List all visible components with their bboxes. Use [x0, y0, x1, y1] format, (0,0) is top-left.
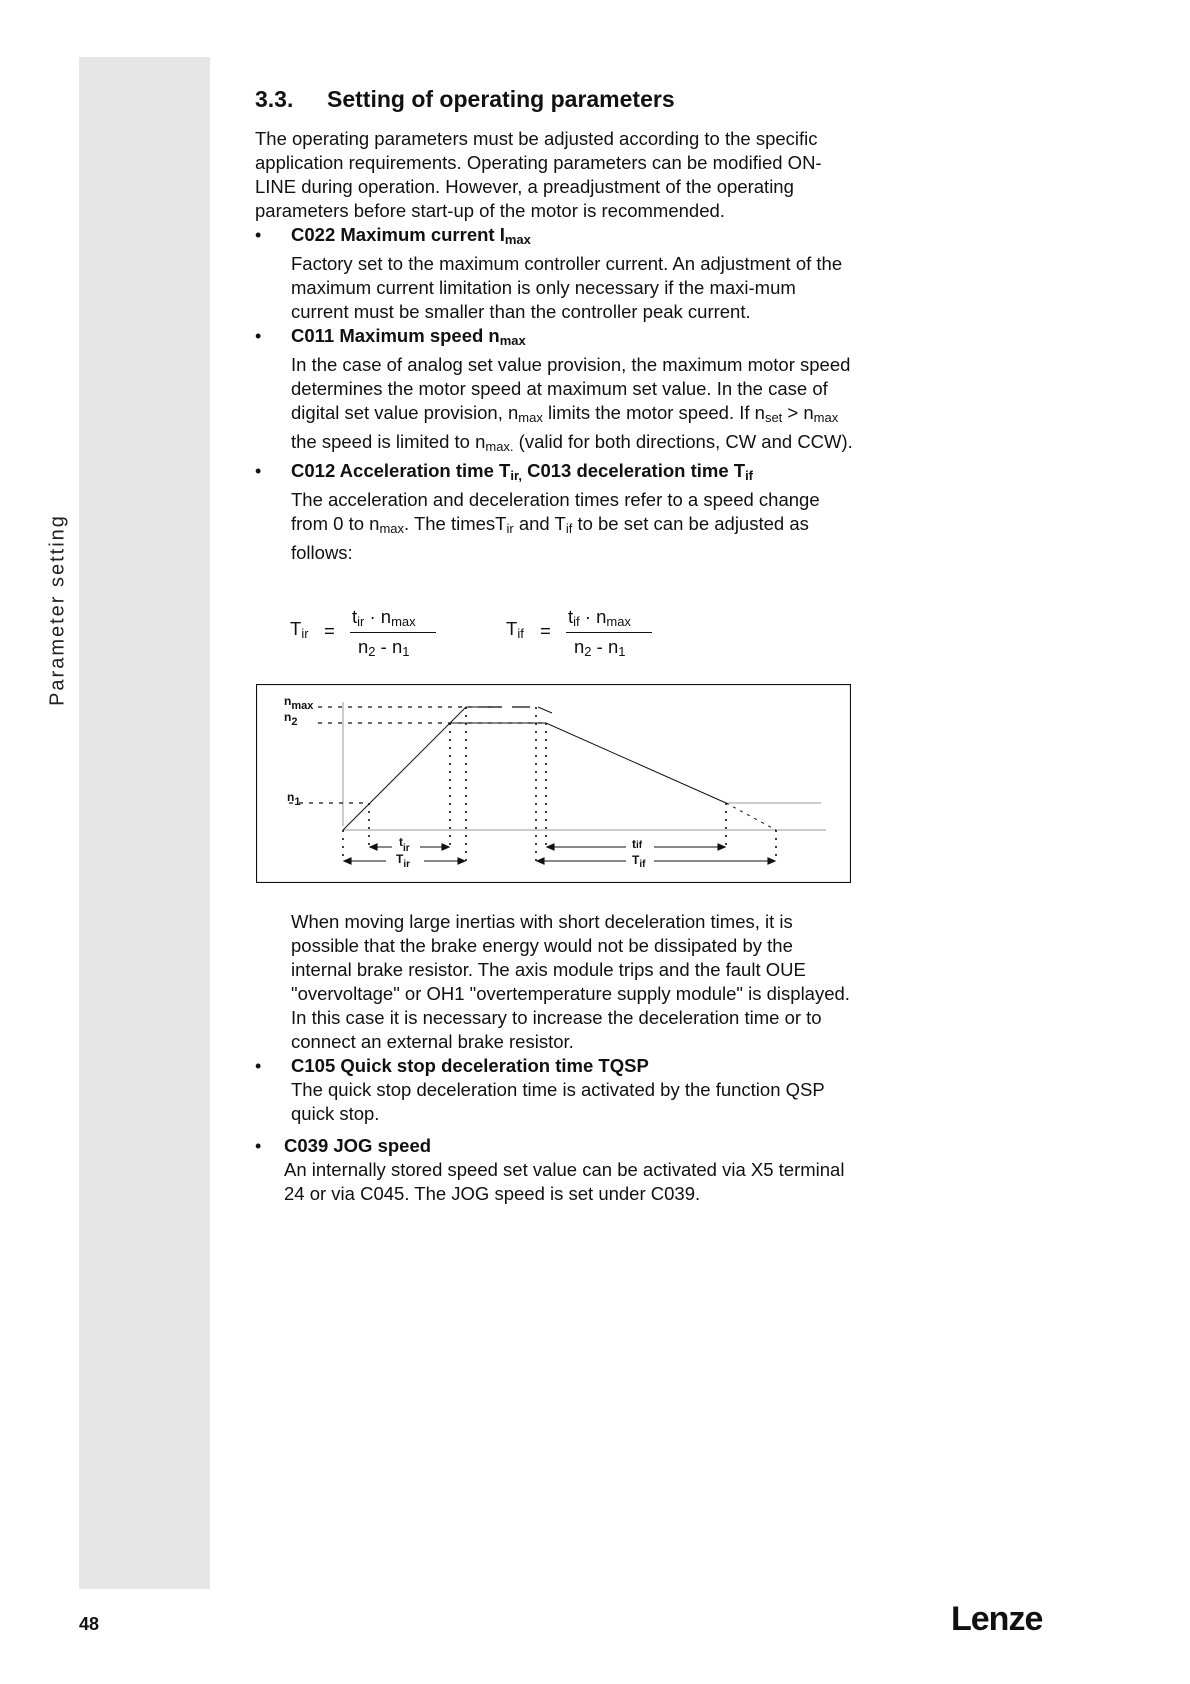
formula-lhs-tir: $T_{ir}$: [290, 618, 309, 641]
section-heading: [255, 86, 855, 113]
bullet-c012: [255, 459, 855, 565]
c011-text: In the case of analog set value provision, the maximum motor speed determines the motor speed at maximum set value. In the case of digital set value provision, $n_{max}$ limits the motor speed. If $n_{set} > n_{max}$ the speed is limited to $n_{max.}$ (valid for both directions, CW and CCW).: [291, 354, 853, 454]
diagram-frame: [257, 685, 851, 883]
time-formulas: [288, 606, 688, 670]
c011-title: C011 Maximum speed $n_{max}$: [291, 325, 526, 348]
bullet-dot: •: [255, 225, 262, 245]
label-n2: n2: [284, 710, 298, 728]
formula-num-tir: $t_{ir} \cdot n_{max}$: [352, 606, 416, 629]
c012-title: C012 Acceleration time $T_{ir,}$ C013 deceleration time $T_{if}$: [291, 460, 754, 483]
label-n1: n1: [287, 790, 301, 808]
label-Tir: $T_{ir}$: [396, 852, 411, 870]
fraction-line: [566, 632, 652, 633]
c039-text: An internally stored speed set value can be activated via X5 terminal 24 or via C045. The JOG speed is set under C039.: [284, 1159, 845, 1204]
c022-text: Factory set to the maximum controller current. An adjustment of the maximum current limitation is only necessary if the maxi-mum current must be smaller than the controller peak current.: [291, 253, 843, 322]
intro-paragraph: The operating parameters must be adjusted according to the specific application requirements. Operating parameters can be modified ON-LINE during operation. However, a preadjustment of the operating parameters before start-up of the motor is recommended.: [255, 128, 822, 221]
c105-text: The quick stop deceleration time is activated by the function QSP quick stop.: [291, 1079, 825, 1124]
brake-note: When moving large inertias with short deceleration times, it is possible that the brake energy would not be dissipated by the internal brake resistor. The axis module trips and the fault OUE "overvoltage" or OH1 "overtemperature supply module" is displayed. In this case it is necessary to increase the deceleration time or to connect an external brake resistor.: [291, 911, 850, 1052]
c105-title: C105 Quick stop deceleration time TQSP: [291, 1055, 649, 1076]
page-content: [255, 86, 855, 565]
bullet-dot: •: [255, 1056, 262, 1076]
lenze-logo: Lenze: [951, 1600, 1043, 1638]
label-tir: $t_{ir}$: [399, 835, 410, 854]
section-title: Setting of operating parameters: [327, 86, 675, 112]
formula-eq: =: [540, 620, 551, 641]
c022-title: C022 Maximum current $I_{max}$: [291, 224, 531, 247]
section-number: 3.3.: [255, 86, 294, 112]
formula-den: $n_2 - n_1$: [358, 636, 410, 659]
bullet-c039: [255, 1134, 855, 1206]
bullet-c011: [255, 324, 855, 459]
speed-ramp-diagram: [256, 684, 851, 883]
sidebar-label: Parameter setting: [46, 514, 69, 706]
c012-text: The acceleration and deceleration times refer to a speed change from 0 to $n_{max}$. The timesT$_{ir}$ and $T_{if}$ to be set can be adjusted as follows:: [291, 489, 820, 563]
page-number: 48: [79, 1614, 100, 1634]
formula-eq: =: [324, 620, 335, 641]
fraction-line: [350, 632, 436, 633]
label-tif: tif: [632, 837, 643, 851]
sidebar-band: [79, 57, 210, 1589]
c039-title: C039 JOG speed: [284, 1135, 432, 1156]
label-nmax: nmax: [284, 694, 314, 712]
bullet-c105: [255, 1054, 855, 1126]
bullet-c022: [255, 223, 855, 324]
bullet-dot: •: [255, 461, 262, 481]
bullet-dot: •: [255, 326, 262, 346]
formula-den: $n_2 - n_1$: [574, 636, 626, 659]
formula-lhs-tif: $T_{if}$: [506, 618, 524, 641]
bullet-dot: •: [255, 1136, 262, 1156]
formula-num-tif: $t_{if} \cdot n_{max}$: [568, 606, 631, 629]
page-content-lower: [255, 910, 855, 1206]
label-Tif: $T_{if}$: [632, 853, 646, 870]
